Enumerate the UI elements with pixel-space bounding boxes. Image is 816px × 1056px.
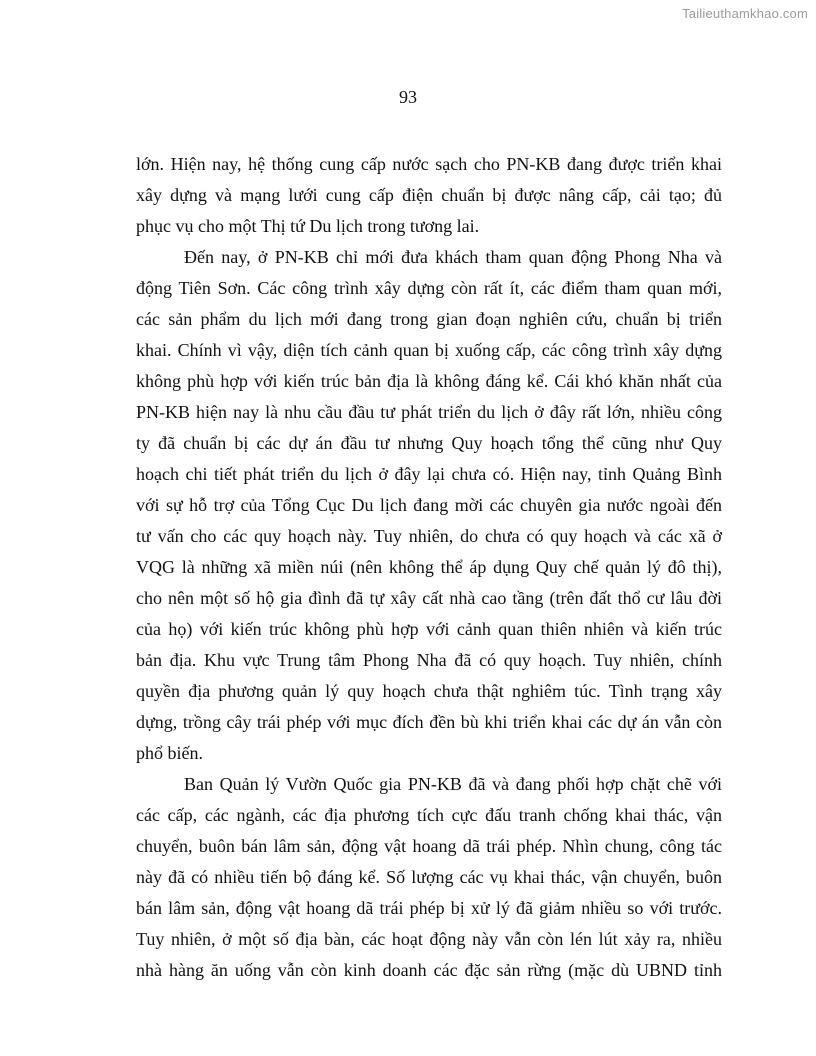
text-line: Tuy nhiên, ở một số địa bàn, các hoạt động này vẫn còn lén lút xảy ra, nhiều: [136, 929, 722, 949]
text-line: VQG là những xã miền núi (nên không thể áp dụng Quy chế quản lý đô thị),: [136, 557, 722, 577]
text-line: tư vấn cho các quy hoạch này. Tuy nhiên, do chưa có quy hoạch và các xã ở: [136, 526, 722, 546]
watermark-text: Tailieuthamkhao.com: [682, 6, 808, 21]
document-body: [136, 149, 722, 986]
text-line: dựng, trồng cây trái phép với mục đích đền bù khi triển khai các dự án vẫn còn: [136, 712, 722, 732]
text-line: phổ biến.: [136, 743, 203, 763]
text-line: xây dựng và mạng lưới cung cấp điện chuẩn bị được nâng cấp, cải tạo; đủ: [136, 185, 722, 205]
text-line: Đến nay, ở PN-KB chỉ mới đưa khách tham quan động Phong Nha và: [184, 247, 722, 267]
text-line: với sự hỗ trợ của Tổng Cục Du lịch đang mời các chuyên gia nước ngoài đến: [136, 495, 722, 515]
paragraph-1: [136, 149, 722, 242]
paragraph-3: [136, 769, 722, 986]
text-line: không phù hợp với kiến trúc bản địa là không đáng kể. Cái khó khăn nhất của: [136, 371, 722, 391]
text-line: chuyển, buôn bán lâm sản, động vật hoang dã trái phép. Nhìn chung, công tác: [136, 836, 722, 856]
text-line: bán lâm sản, động vật hoang dã trái phép bị xử lý đã giảm nhiều so với trước.: [136, 898, 722, 918]
text-line: này đã có nhiều tiến bộ đáng kể. Số lượng các vụ khai thác, vận chuyển, buôn: [136, 867, 722, 887]
text-line: quyền địa phương quản lý quy hoạch chưa thật nghiêm túc. Tình trạng xây: [136, 681, 722, 701]
text-line: nhà hàng ăn uống vẫn còn kinh doanh các đặc sản rừng (mặc dù UBND tỉnh: [136, 960, 722, 980]
text-line: cho nên một số hộ gia đình đã tự xây cất nhà cao tầng (trên đất thổ cư lâu đời: [136, 588, 722, 608]
text-line: các cấp, các ngành, các địa phương tích cực đấu tranh chống khai thác, vận: [136, 805, 722, 825]
paragraph-2: [136, 242, 722, 769]
text-line: ty đã chuẩn bị các dự án đầu tư nhưng Quy hoạch tổng thể cũng như Quy: [136, 433, 722, 453]
text-line: lớn. Hiện nay, hệ thống cung cấp nước sạch cho PN-KB đang được triển khai: [136, 154, 722, 174]
text-line: Ban Quản lý Vườn Quốc gia PN-KB đã và đang phối hợp chặt chẽ với: [184, 774, 722, 794]
text-line: hoạch chi tiết phát triển du lịch ở đây lại chưa có. Hiện nay, tỉnh Quảng Bình: [136, 464, 722, 484]
text-line: PN-KB hiện nay là nhu cầu đầu tư phát triển du lịch ở đây rất lớn, nhiều công: [136, 402, 722, 422]
page-number: 93: [399, 87, 417, 107]
text-line: của họ) với kiến trúc không phù hợp với cảnh quan thiên nhiên và kiến trúc: [136, 619, 722, 639]
text-line: các sản phẩm du lịch mới đang trong gian đoạn nghiên cứu, chuẩn bị triển: [136, 309, 722, 329]
text-line: bản địa. Khu vực Trung tâm Phong Nha đã có quy hoạch. Tuy nhiên, chính: [136, 650, 722, 670]
text-line: động Tiên Sơn. Các công trình xây dựng còn rất ít, các điểm tham quan mới,: [136, 278, 722, 298]
text-line: khai. Chính vì vậy, diện tích cảnh quan bị xuống cấp, các công trình xây dựng: [136, 340, 722, 360]
text-line: phục vụ cho một Thị tứ Du lịch trong tương lai.: [136, 216, 480, 236]
